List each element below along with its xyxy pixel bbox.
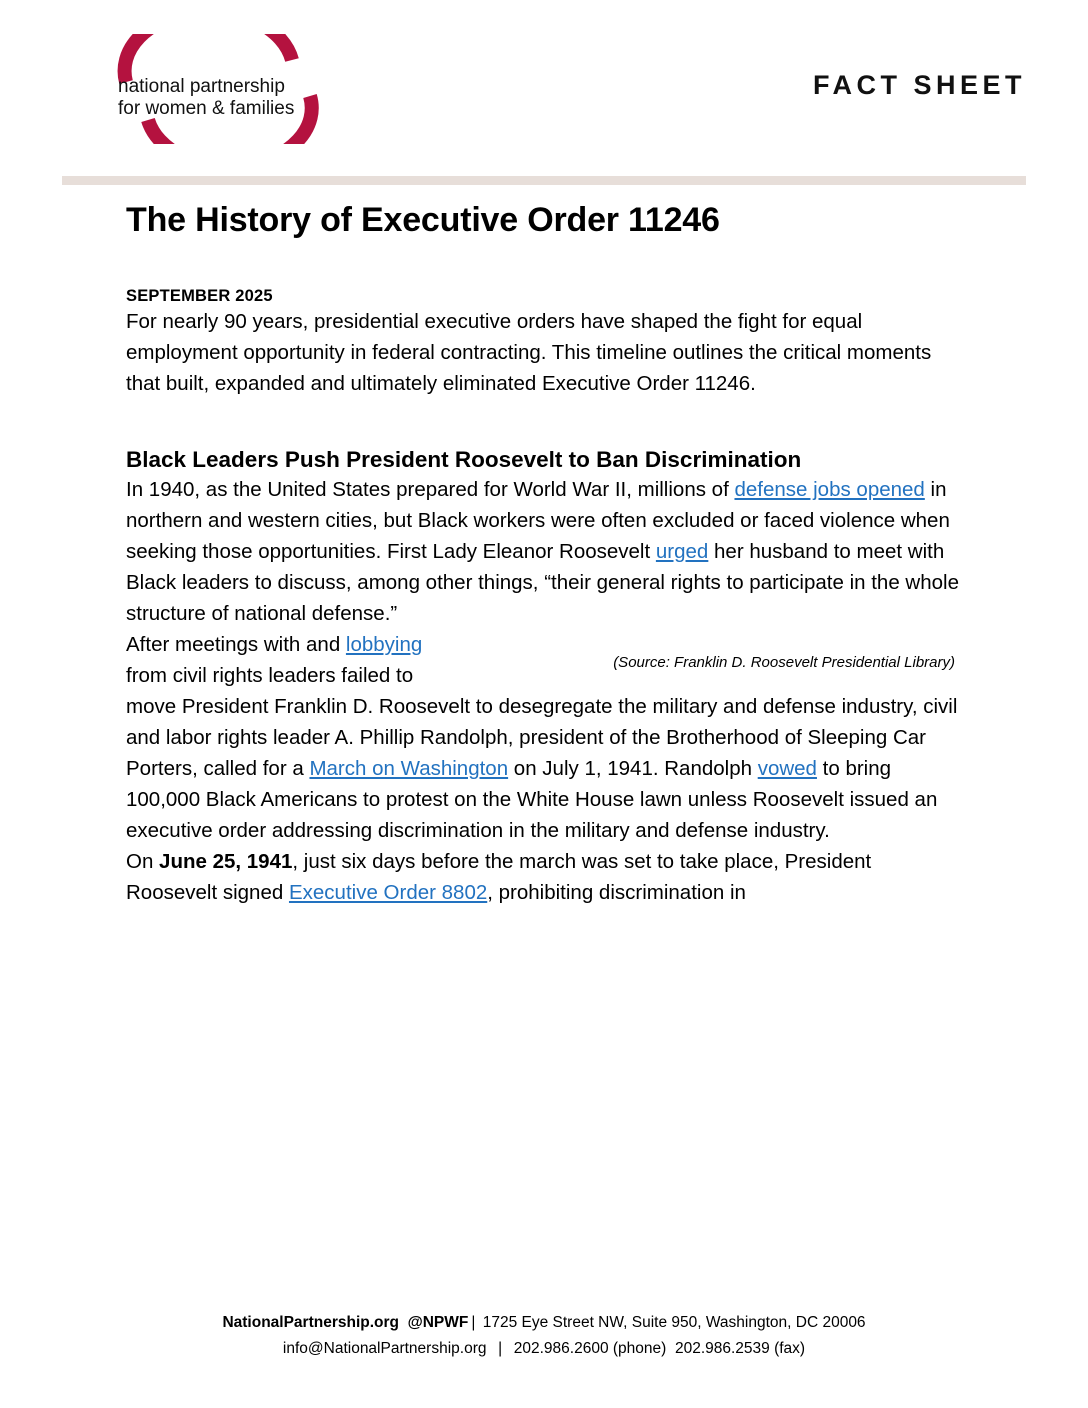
footer-phone: 202.986.2600 (phone) (513, 1340, 667, 1357)
paragraph-2-text-c: on July 1, 1941. Randolph (508, 757, 758, 781)
footer-separator-1: | (471, 1314, 476, 1331)
document-type-label: FACT SHEET (812, 70, 1026, 100)
intro-paragraph: For nearly 90 years, presidential executive orders have shaped the fight for equal employment opportunity in federal contracting. This timeline outlines the critical moments that built, expanded and ultimately eliminated Executive Order 11246. (126, 309, 932, 395)
svg-text:national partnership: national partnership (118, 76, 285, 97)
link-urged[interactable]: urged (655, 540, 709, 564)
link-vowed[interactable]: vowed (757, 757, 817, 781)
paragraph-1-text-b: in northern and western cities, but Black workers were often excluded or faced violence when seeking those opportunities. First Lady Eleanor Roosevelt (126, 478, 950, 564)
header-divider (62, 176, 1026, 185)
publication-date: SEPTEMBER 2025 (126, 286, 273, 305)
paragraph-2-text-b: from civil rights leaders failed to move President Franklin D. Roosevelt to desegregate the military and defense industry, civil and labor rights leader A. Phillip Randolph, president of the Brotherhood of Sleeping Car Porters, called for a (126, 664, 958, 781)
page-title: The History of Executive Order 11246 (126, 201, 720, 239)
footer-line-1 (0, 1310, 1088, 1336)
footer-line-2 (0, 1336, 1088, 1362)
historical-flyer-figure (471, 637, 959, 678)
page-header (62, 30, 1026, 150)
paragraph-1-text-c: her husband to meet with Black leaders to discuss, among other things, “their general rights to participate in the whole structure of national defense.” (126, 540, 959, 626)
figure-caption: (Source: Franklin D. Roosevelt Presidential Library) (613, 654, 955, 672)
footer-social-handle[interactable]: @NPWF (407, 1314, 469, 1331)
paragraph-3-text-a: On (126, 850, 160, 874)
link-executive-order-8802[interactable]: Executive Order 8802 (288, 881, 488, 905)
paragraph-2-text-a: After meetings with and (126, 633, 346, 657)
paragraph-2 (126, 629, 959, 846)
section-heading: Black Leaders Push President Roosevelt to Ban Discrimination (126, 446, 802, 472)
paragraph-3-bold-date: June 25, 1941 (159, 850, 293, 874)
footer-address: 1725 Eye Street NW, Suite 950, Washington, DC 20006 (482, 1314, 866, 1331)
footer-website[interactable]: NationalPartnership.org (222, 1314, 399, 1331)
document-content (126, 200, 959, 908)
paragraph-1 (126, 474, 959, 629)
paragraph-1-text-a: In 1940, as the United States prepared for World War II, millions of (126, 478, 735, 502)
paragraph-2-text-d: to bring 100,000 Black Americans to protest on the White House lawn unless Roosevelt issued an executive order addressing discrimination in the military and defense industry. (126, 757, 938, 843)
link-march-on-washington[interactable]: March on Washington (309, 757, 509, 781)
organization-logo (114, 34, 324, 144)
link-defense-jobs-opened[interactable]: defense jobs opened (734, 478, 925, 502)
paragraph-3 (126, 846, 959, 908)
link-lobbying[interactable]: lobbying (345, 633, 423, 657)
paragraph-3-text-b: , just six days before the march was set to take place, President Roosevelt signed (126, 850, 872, 905)
footer-fax: 202.986.2539 (fax) (674, 1340, 806, 1357)
paragraph-3-text-c: , prohibiting discrimination in (487, 881, 746, 905)
footer-email[interactable]: info@NationalPartnership.org (282, 1340, 487, 1357)
page-footer (0, 1310, 1088, 1362)
footer-separator-2: | (498, 1340, 503, 1357)
svg-text:for women & families: for women & families (118, 98, 295, 119)
